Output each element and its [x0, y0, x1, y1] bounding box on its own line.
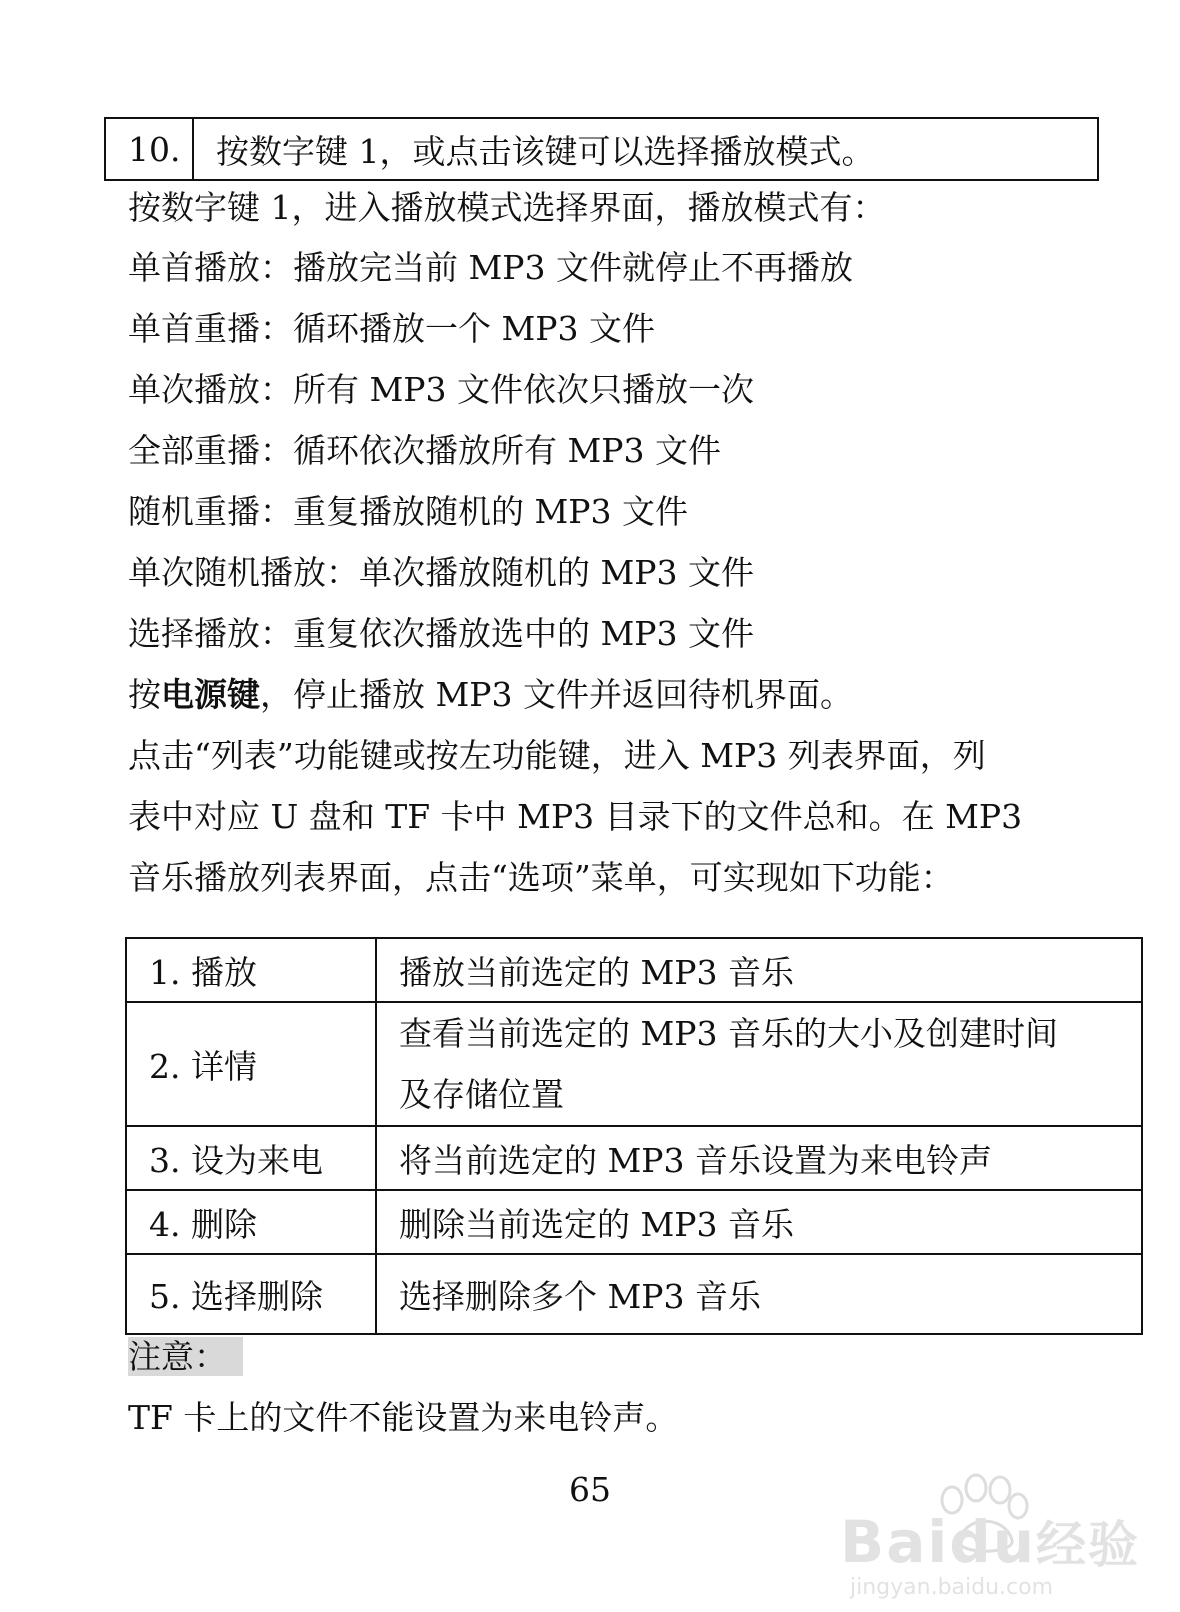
note-label: 注意：: [128, 1337, 243, 1376]
power-key-line: [128, 675, 853, 715]
list-paragraph-line: 音乐播放列表界面，点击“选项”菜单，可实现如下功能：: [128, 858, 954, 897]
option-name: 4. 删除: [126, 1190, 376, 1254]
mode-line: 单次随机播放：单次播放随机的 MP3 文件: [128, 553, 754, 592]
option-name: 1. 播放: [126, 938, 376, 1002]
header-row: [105, 118, 1098, 180]
intro-paragraph: 按数字键 1，进入播放模式选择界面，播放模式有：: [128, 188, 886, 227]
power-line-pre: 按: [128, 675, 161, 714]
option-name: 5. 选择删除: [126, 1254, 376, 1334]
watermark-brand: Baidu经验: [840, 1508, 1141, 1576]
header-table: [104, 117, 1099, 181]
table-row: [126, 1126, 1142, 1190]
header-text: 按数字键 1，或点击该键可以选择播放模式。: [193, 118, 1098, 180]
list-paragraph-line: 表中对应 U 盘和 TF 卡中 MP3 目录下的文件总和。在 MP3: [128, 797, 1023, 836]
mode-line: 选择播放：重复依次播放选中的 MP3 文件: [128, 614, 754, 653]
baidu-watermark: [840, 1450, 1170, 1600]
option-desc: [376, 1002, 1142, 1126]
note-label-line: [128, 1337, 243, 1377]
option-desc: 将当前选定的 MP3 音乐设置为来电铃声: [376, 1126, 1142, 1190]
options-table: [125, 937, 1143, 1335]
mode-line: 单首重播：循环播放一个 MP3 文件: [128, 309, 655, 348]
page-number: 65: [569, 1470, 611, 1509]
option-name: 3. 设为来电: [126, 1126, 376, 1190]
option-desc-line: 及存储位置: [399, 1075, 564, 1114]
header-number: 10.: [105, 118, 193, 180]
list-paragraph-line: 点击“列表”功能键或按左功能键，进入 MP3 列表界面，列: [128, 736, 986, 775]
mode-line: 单首播放：播放完当前 MP3 文件就停止不再播放: [128, 248, 853, 287]
option-name: 2. 详情: [126, 1002, 376, 1126]
mode-line: 全部重播：循环依次播放所有 MP3 文件: [128, 431, 721, 470]
power-line-post: ，停止播放 MP3 文件并返回待机界面。: [260, 675, 853, 714]
table-row: [126, 1254, 1142, 1334]
note-text: TF 卡上的文件不能设置为来电铃声。: [128, 1398, 679, 1437]
option-desc: 选择删除多个 MP3 音乐: [376, 1254, 1142, 1334]
watermark-url: jingyan.baidu.com: [850, 1575, 1054, 1600]
table-row: [126, 1002, 1142, 1126]
option-desc: 播放当前选定的 MP3 音乐: [376, 938, 1142, 1002]
mode-line: 随机重播：重复播放随机的 MP3 文件: [128, 492, 688, 531]
table-row: [126, 1190, 1142, 1254]
table-row: [126, 938, 1142, 1002]
option-desc-line: 查看当前选定的 MP3 音乐的大小及创建时间: [399, 1014, 1058, 1053]
option-desc: 删除当前选定的 MP3 音乐: [376, 1190, 1142, 1254]
mode-line: 单次播放：所有 MP3 文件依次只播放一次: [128, 370, 754, 409]
power-key-label: 电源键: [161, 675, 260, 714]
